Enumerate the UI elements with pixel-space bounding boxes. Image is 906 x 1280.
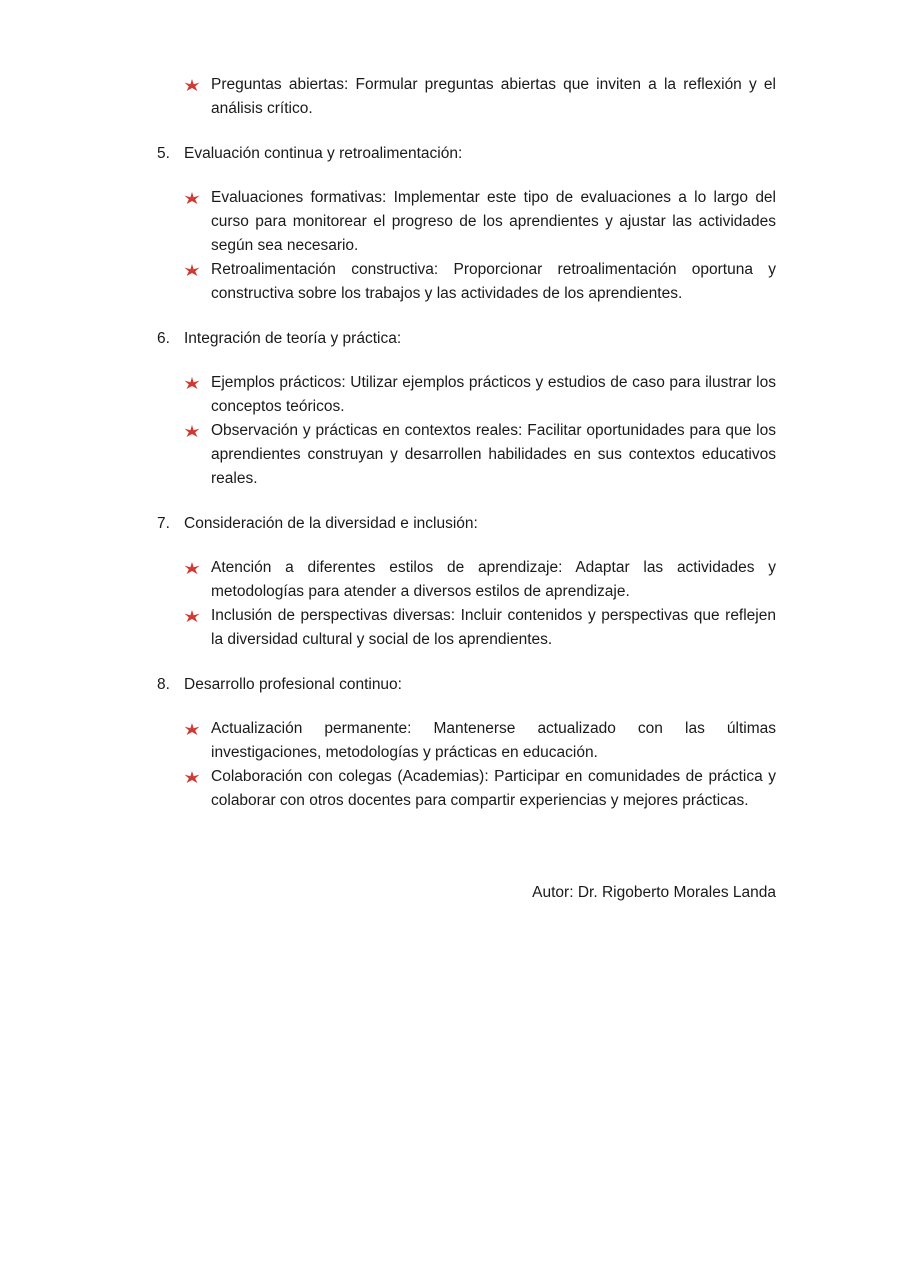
bullet-text: Evaluaciones formativas: Implementar este tipo de evaluaciones a lo largo del curso para monitorear el progreso de los aprendientes y ajustar las actividades según sea necesario. bbox=[211, 189, 776, 254]
section-number: 8. bbox=[157, 676, 170, 693]
section-heading bbox=[157, 512, 776, 536]
section-number: 7. bbox=[157, 515, 170, 532]
red-bullet-icon bbox=[184, 771, 200, 783]
red-bullet-icon bbox=[184, 425, 200, 437]
section-title: Desarrollo profesional continuo: bbox=[184, 676, 402, 693]
red-bullet-icon bbox=[184, 610, 200, 622]
red-bullet-icon bbox=[184, 192, 200, 204]
bullet-text: Observación y prácticas en contextos reales: Facilitar oportunidades para que los aprendientes construyan y desarrollen habilidades en sus contextos educativos reales. bbox=[211, 422, 776, 487]
bullet-list bbox=[157, 186, 776, 306]
bullet-list bbox=[157, 371, 776, 491]
section-8 bbox=[157, 673, 776, 813]
bullet-item bbox=[184, 73, 776, 121]
bullet-item bbox=[184, 604, 776, 652]
section-heading bbox=[157, 673, 776, 697]
bullet-text: Retroalimentación constructiva: Proporcionar retroalimentación oportuna y constructiva sobre los trabajos y las actividades de los aprendientes. bbox=[211, 261, 776, 302]
section-6 bbox=[157, 327, 776, 491]
section-7 bbox=[157, 512, 776, 652]
section-title: Consideración de la diversidad e inclusión: bbox=[184, 515, 478, 532]
section-title: Integración de teoría y práctica: bbox=[184, 330, 402, 347]
document-page bbox=[157, 73, 776, 905]
red-bullet-icon bbox=[184, 723, 200, 735]
section-5 bbox=[157, 142, 776, 306]
bullet-item bbox=[184, 765, 776, 813]
bullet-list bbox=[157, 556, 776, 652]
red-bullet-icon bbox=[184, 377, 200, 389]
bullet-text: Colaboración con colegas (Academias): Participar en comunidades de práctica y colaborar con otros docentes para compartir experiencias y mejores prácticas. bbox=[211, 768, 776, 809]
section-heading bbox=[157, 327, 776, 351]
red-bullet-icon bbox=[184, 562, 200, 574]
bullet-item bbox=[184, 258, 776, 306]
bullet-item bbox=[184, 556, 776, 604]
red-bullet-icon bbox=[184, 264, 200, 276]
bullet-text: Atención a diferentes estilos de aprendizaje: Adaptar las actividades y metodologías para atender a diversos estilos de aprendizaje. bbox=[211, 559, 776, 600]
bullet-text: Preguntas abiertas: Formular preguntas abiertas que inviten a la reflexión y el análisis crítico. bbox=[211, 76, 776, 117]
bullet-item bbox=[184, 186, 776, 258]
bullet-item bbox=[184, 371, 776, 419]
bullet-item bbox=[184, 419, 776, 491]
bullet-text: Ejemplos prácticos: Utilizar ejemplos prácticos y estudios de caso para ilustrar los conceptos teóricos. bbox=[211, 374, 776, 415]
section-number: 6. bbox=[157, 330, 170, 347]
section-heading bbox=[157, 142, 776, 166]
section-title: Evaluación continua y retroalimentación: bbox=[184, 145, 463, 162]
intro-bullet-list bbox=[157, 73, 776, 121]
bullet-item bbox=[184, 717, 776, 765]
bullet-list bbox=[157, 717, 776, 813]
bullet-text: Inclusión de perspectivas diversas: Incluir contenidos y perspectivas que reflejen la diversidad cultural y social de los aprendientes. bbox=[211, 607, 776, 648]
red-bullet-icon bbox=[184, 79, 200, 91]
section-number: 5. bbox=[157, 145, 170, 162]
author-signature: Autor: Dr. Rigoberto Morales Landa bbox=[532, 884, 776, 901]
bullet-text: Actualización permanente: Mantenerse actualizado con las últimas investigaciones, metodologías y prácticas en educación. bbox=[211, 720, 776, 761]
